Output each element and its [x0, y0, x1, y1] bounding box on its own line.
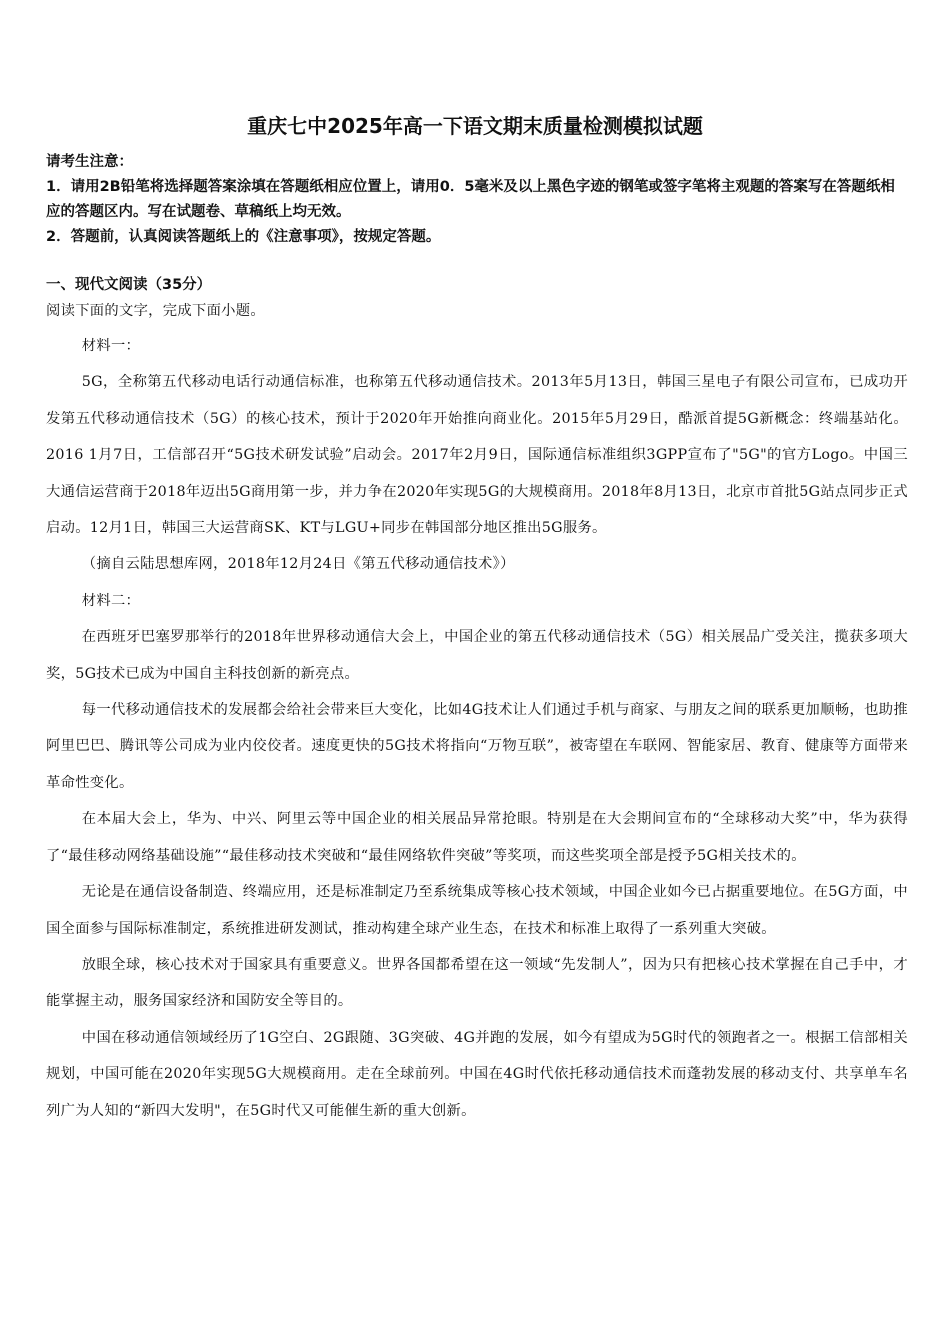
notice-item-1: 1．请用2B铅笔将选择题答案涂填在答题纸相应位置上，请用0．5毫米及以上黑色字迹的钢笔或签字笔将主观题的答案写在答题纸相应的答题区内。写在试题卷、草稿纸上均无效。	[46, 179, 895, 220]
reading-passage	[46, 298, 908, 1129]
instruction: 阅读下面的文字，完成下面小题。	[46, 303, 265, 319]
material-1-source: （摘自云陆思想库网，2018年12月24日《第五代移动通信技术》）	[81, 556, 515, 573]
material-1-label: 材料一：	[81, 338, 141, 354]
section-heading: 一、现代文阅读（35分）	[46, 277, 212, 293]
material-2-paragraph: 无论是在通信设备制造、终端应用，还是标准制定乃至系统集成等核心技术领域，中国企业如今已占据重要地位。在5G方面，中国全面参与国际标准制定，系统推进研发测试，推动构建全球产业生态，在技术和标准上取得了一系列重大突破。	[46, 884, 908, 937]
notice-block	[46, 150, 906, 250]
material-2-paragraph: 每一代移动通信技术的发展都会给社会带来巨大变化，比如4G技术让人们通过手机与商家、与朋友之间的联系更加顺畅，也助推阿里巴巴、腾讯等公司成为业内佼佼者。速度更快的5G技术将指向“万物互联”，被寄望在车联网、智能家居、教育、健康等方面带来革命性变化。	[46, 702, 908, 791]
material-2-paragraph: 在本届大会上，华为、中兴、阿里云等中国企业的相关展品异常抢眼。特别是在大会期间宣布的“全球移动大奖”中，华为获得了“最佳移动网络基础设施”“最佳移动技术突破和“最佳网络软件突破”等奖项，而这些奖项全部是授予5G相关技术的。	[46, 811, 908, 864]
notice-item-2: 2．答题前，认真阅读答题纸上的《注意事项》，按规定答题。	[46, 229, 441, 245]
material-2-paragraph: 放眼全球，核心技术对于国家具有重要意义。世界各国都希望在这一领域“先发制人”，因为只有把核心技术掌握在自己手中，才能掌握主动，服务国家经济和国防安全等目的。	[46, 956, 908, 1010]
material-2-label: 材料二：	[81, 592, 141, 609]
material-1-text: 5G，全称第五代移动电话行动通信标准，也称第五代移动通信技术。2013年5月13日，韩国三星电子有限公司宣布，已成功开发第五代移动通信技术（5G）的核心技术，预计于2020年开始推向商业化。2015年5月29日，酷派首提5G新概念：终端基站化。2016 1月7日，工信部召开“5G技术研发试验”启动会。2017年2月9日，国际通信标准组织3GPP宣布了"5G"的官方Logo。中国三大通信运营商于2018年迈出5G商用第一步，并力争在2020年实现5G的大规模商用。2018年8月13日，北京市首批5G站点同步正式启动。12月1日，韩国三大运营商SK、KT与LGU+同步在韩国部分地区推出5G服务。	[46, 374, 908, 537]
notice-heading: 请考生注意：	[46, 154, 133, 170]
material-2-paragraph: 中国在移动通信领域经历了1G空白、2G跟随、3G突破、4G并跑的发展，如今有望成为5G时代的领跑者之一。根据工信部相关规划，中国可能在2020年实现5G大规模商用。走在全球前列。中国在4G时代依托移动通信技术而蓬勃发展的移动支付、共享单车名列广为人知的“新四大发明"，在5G时代又可能催生新的重大创新。	[46, 1029, 908, 1119]
page-title: 重庆七中2025年高一下语文期末质量检测模拟试题	[247, 114, 703, 138]
material-2-paragraph: 在西班牙巴塞罗那举行的2018年世界移动通信大会上，中国企业的第五代移动通信技术（5G）相关展品广受关注，揽获多项大奖，5G技术已成为中国自主科技创新的新亮点。	[46, 629, 908, 682]
